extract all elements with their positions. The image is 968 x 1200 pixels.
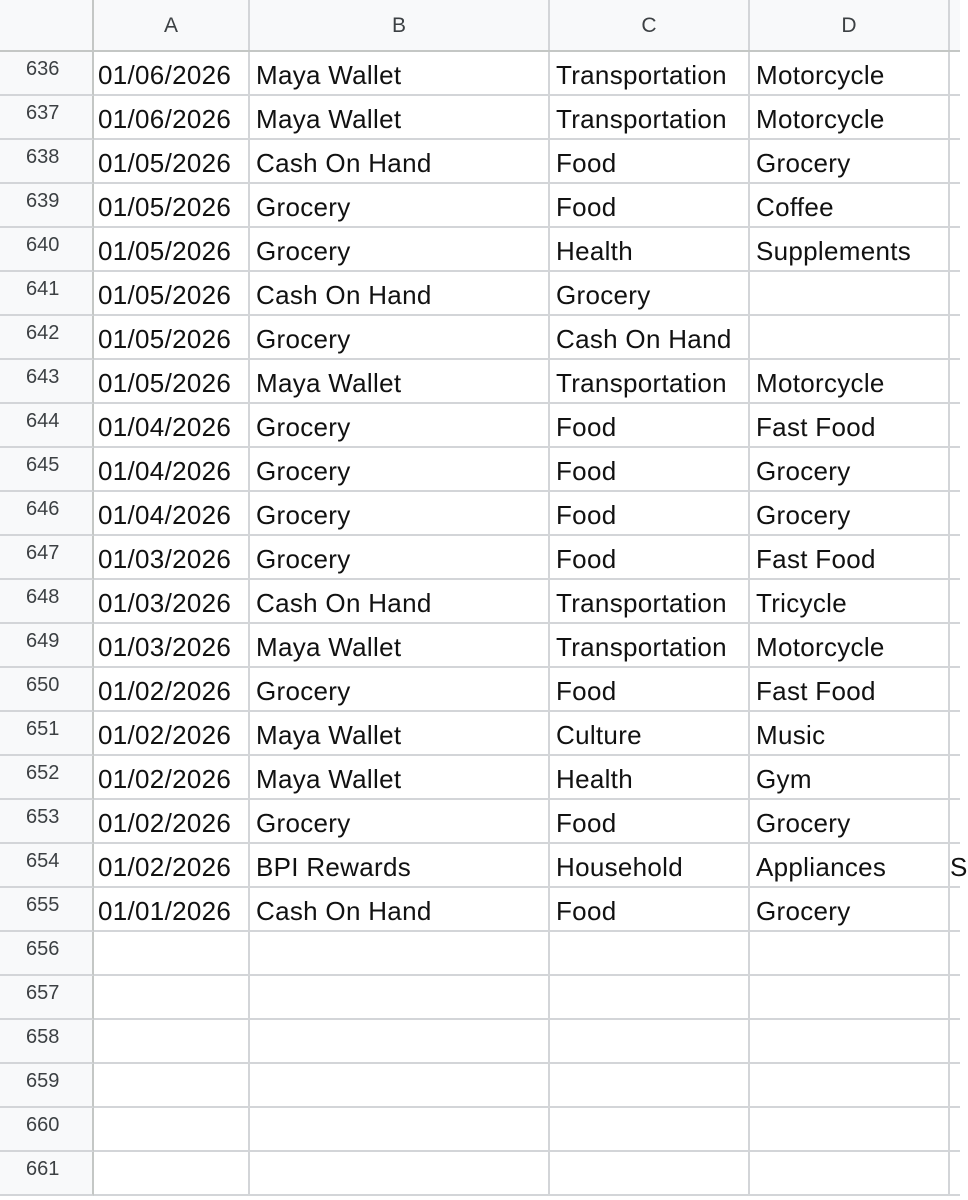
cell-b[interactable]: Cash On Hand bbox=[250, 140, 550, 184]
cell-b[interactable] bbox=[250, 976, 550, 1020]
cell-c[interactable]: Food bbox=[550, 404, 750, 448]
cell-b[interactable]: Grocery bbox=[250, 184, 550, 228]
cell-b[interactable] bbox=[250, 1020, 550, 1064]
cell-c[interactable]: Transportation bbox=[550, 52, 750, 96]
row-header[interactable]: 650 bbox=[0, 668, 94, 712]
cell-c[interactable]: Health bbox=[550, 756, 750, 800]
cell-a[interactable] bbox=[94, 1064, 250, 1108]
cell-c[interactable]: Transportation bbox=[550, 96, 750, 140]
cell-e[interactable] bbox=[950, 228, 960, 272]
cell-d[interactable]: Grocery bbox=[750, 800, 950, 844]
cell-a[interactable]: 01/04/2026 bbox=[94, 492, 250, 536]
cell-b[interactable]: Grocery bbox=[250, 448, 550, 492]
column-header-row bbox=[0, 0, 960, 52]
row-header[interactable]: 659 bbox=[0, 1064, 94, 1108]
cell-d[interactable] bbox=[750, 932, 950, 976]
cell-c[interactable]: Transportation bbox=[550, 360, 750, 404]
cell-e[interactable] bbox=[950, 536, 960, 580]
cell-e[interactable] bbox=[950, 272, 960, 316]
cell-b[interactable]: Grocery bbox=[250, 536, 550, 580]
cell-a[interactable]: 01/05/2026 bbox=[94, 140, 250, 184]
cell-c[interactable]: Household bbox=[550, 844, 750, 888]
cell-d[interactable]: Fast Food bbox=[750, 404, 950, 448]
row-header[interactable]: 648 bbox=[0, 580, 94, 624]
row-header[interactable]: 643 bbox=[0, 360, 94, 404]
cell-b[interactable]: Grocery bbox=[250, 316, 550, 360]
column-header-c[interactable]: C bbox=[550, 0, 750, 50]
cell-e[interactable] bbox=[950, 580, 960, 624]
cell-d[interactable] bbox=[750, 1152, 950, 1196]
cell-c[interactable]: Cash On Hand bbox=[550, 316, 750, 360]
cell-d[interactable]: Grocery bbox=[750, 492, 950, 536]
column-header-b[interactable]: B bbox=[250, 0, 550, 50]
cell-b[interactable]: Maya Wallet bbox=[250, 712, 550, 756]
column-header-d[interactable]: D bbox=[750, 0, 950, 50]
cell-d[interactable]: Gym bbox=[750, 756, 950, 800]
cell-e[interactable] bbox=[950, 492, 960, 536]
row-header[interactable]: 645 bbox=[0, 448, 94, 492]
cell-b[interactable]: Maya Wallet bbox=[250, 624, 550, 668]
cell-e[interactable] bbox=[950, 668, 960, 712]
row-header[interactable]: 658 bbox=[0, 1020, 94, 1064]
cell-a[interactable]: 01/02/2026 bbox=[94, 668, 250, 712]
row-header[interactable]: 644 bbox=[0, 404, 94, 448]
cell-b[interactable] bbox=[250, 1152, 550, 1196]
cell-d[interactable]: Coffee bbox=[750, 184, 950, 228]
cell-d[interactable] bbox=[750, 272, 950, 316]
cell-e[interactable] bbox=[950, 52, 960, 96]
cell-c[interactable]: Food bbox=[550, 140, 750, 184]
row-header[interactable]: 660 bbox=[0, 1108, 94, 1152]
cell-e[interactable] bbox=[950, 404, 960, 448]
cell-a[interactable]: 01/02/2026 bbox=[94, 844, 250, 888]
row-header[interactable]: 646 bbox=[0, 492, 94, 536]
cell-b[interactable]: Grocery bbox=[250, 228, 550, 272]
cell-a[interactable]: 01/05/2026 bbox=[94, 316, 250, 360]
cell-c[interactable]: Food bbox=[550, 668, 750, 712]
cell-c[interactable] bbox=[550, 976, 750, 1020]
cell-b[interactable]: Grocery bbox=[250, 800, 550, 844]
cell-b[interactable]: Maya Wallet bbox=[250, 756, 550, 800]
cell-c[interactable]: Transportation bbox=[550, 580, 750, 624]
row-header[interactable]: 647 bbox=[0, 536, 94, 580]
cell-e[interactable] bbox=[950, 448, 960, 492]
cell-c[interactable]: Food bbox=[550, 536, 750, 580]
cell-d[interactable]: Appliances bbox=[750, 844, 950, 888]
row-header[interactable]: 651 bbox=[0, 712, 94, 756]
cell-e[interactable] bbox=[950, 932, 960, 976]
cell-c[interactable]: Food bbox=[550, 448, 750, 492]
cell-d[interactable] bbox=[750, 976, 950, 1020]
cell-a[interactable]: 01/04/2026 bbox=[94, 448, 250, 492]
cell-d[interactable] bbox=[750, 1064, 950, 1108]
cell-a[interactable]: 01/06/2026 bbox=[94, 52, 250, 96]
row-header[interactable]: 637 bbox=[0, 96, 94, 140]
row-header[interactable]: 642 bbox=[0, 316, 94, 360]
cell-a[interactable]: 01/05/2026 bbox=[94, 184, 250, 228]
cell-c[interactable]: Food bbox=[550, 888, 750, 932]
cell-d[interactable]: Music bbox=[750, 712, 950, 756]
cell-c[interactable]: Food bbox=[550, 800, 750, 844]
row-header[interactable]: 654 bbox=[0, 844, 94, 888]
cell-e[interactable] bbox=[950, 316, 960, 360]
column-header-a[interactable]: A bbox=[94, 0, 250, 50]
cell-a[interactable]: 01/02/2026 bbox=[94, 712, 250, 756]
cell-d[interactable]: Supplements bbox=[750, 228, 950, 272]
cell-c[interactable]: Grocery bbox=[550, 272, 750, 316]
cell-a[interactable]: 01/05/2026 bbox=[94, 272, 250, 316]
cell-c[interactable]: Culture bbox=[550, 712, 750, 756]
cell-d[interactable]: Motorcycle bbox=[750, 360, 950, 404]
cell-b[interactable] bbox=[250, 932, 550, 976]
row-header[interactable]: 661 bbox=[0, 1152, 94, 1196]
cell-b[interactable]: Cash On Hand bbox=[250, 888, 550, 932]
cell-d[interactable]: Grocery bbox=[750, 448, 950, 492]
row-header[interactable]: 656 bbox=[0, 932, 94, 976]
row-header[interactable]: 655 bbox=[0, 888, 94, 932]
cell-a[interactable]: 01/06/2026 bbox=[94, 96, 250, 140]
cell-a[interactable]: 01/03/2026 bbox=[94, 580, 250, 624]
cell-b[interactable]: BPI Rewards bbox=[250, 844, 550, 888]
cell-e[interactable] bbox=[950, 1108, 960, 1152]
cell-b[interactable] bbox=[250, 1108, 550, 1152]
cell-d[interactable]: Motorcycle bbox=[750, 624, 950, 668]
cell-a[interactable]: 01/05/2026 bbox=[94, 228, 250, 272]
cell-d[interactable]: Tricycle bbox=[750, 580, 950, 624]
cell-e[interactable] bbox=[950, 1152, 960, 1196]
cell-a[interactable]: 01/01/2026 bbox=[94, 888, 250, 932]
cell-d[interactable]: Fast Food bbox=[750, 668, 950, 712]
cell-c[interactable]: Transportation bbox=[550, 624, 750, 668]
row-header[interactable]: 639 bbox=[0, 184, 94, 228]
cell-b[interactable]: Cash On Hand bbox=[250, 272, 550, 316]
cell-b[interactable]: Grocery bbox=[250, 492, 550, 536]
cell-c[interactable] bbox=[550, 1152, 750, 1196]
cell-a[interactable] bbox=[94, 1152, 250, 1196]
row-header[interactable]: 641 bbox=[0, 272, 94, 316]
cell-a[interactable] bbox=[94, 1108, 250, 1152]
cell-c[interactable]: Food bbox=[550, 184, 750, 228]
cell-e[interactable] bbox=[950, 624, 960, 668]
row-header[interactable]: 636 bbox=[0, 52, 94, 96]
row-header[interactable]: 652 bbox=[0, 756, 94, 800]
cell-d[interactable] bbox=[750, 1020, 950, 1064]
cell-b[interactable]: Grocery bbox=[250, 404, 550, 448]
cell-e[interactable] bbox=[950, 756, 960, 800]
column-header-e[interactable] bbox=[950, 0, 960, 50]
row-header[interactable]: 638 bbox=[0, 140, 94, 184]
cell-b[interactable]: Cash On Hand bbox=[250, 580, 550, 624]
cell-a[interactable]: 01/05/2026 bbox=[94, 360, 250, 404]
cell-c[interactable]: Health bbox=[550, 228, 750, 272]
cell-e[interactable] bbox=[950, 712, 960, 756]
cell-d[interactable]: Motorcycle bbox=[750, 52, 950, 96]
cell-d[interactable]: Fast Food bbox=[750, 536, 950, 580]
cell-d[interactable]: Motorcycle bbox=[750, 96, 950, 140]
cell-c[interactable]: Food bbox=[550, 492, 750, 536]
cell-a[interactable] bbox=[94, 976, 250, 1020]
cell-b[interactable]: Maya Wallet bbox=[250, 360, 550, 404]
cell-c[interactable] bbox=[550, 932, 750, 976]
cell-a[interactable]: 01/02/2026 bbox=[94, 756, 250, 800]
cell-a[interactable] bbox=[94, 932, 250, 976]
row-header[interactable]: 649 bbox=[0, 624, 94, 668]
cell-a[interactable] bbox=[94, 1020, 250, 1064]
cell-b[interactable] bbox=[250, 1064, 550, 1108]
cell-e[interactable]: S bbox=[950, 844, 960, 888]
cell-a[interactable]: 01/03/2026 bbox=[94, 536, 250, 580]
cell-d[interactable] bbox=[750, 316, 950, 360]
cell-d[interactable] bbox=[750, 1108, 950, 1152]
cell-e[interactable] bbox=[950, 1064, 960, 1108]
cell-a[interactable]: 01/03/2026 bbox=[94, 624, 250, 668]
select-all-corner[interactable] bbox=[0, 0, 94, 50]
cell-e[interactable] bbox=[950, 1020, 960, 1064]
cell-c[interactable] bbox=[550, 1020, 750, 1064]
row-header[interactable]: 653 bbox=[0, 800, 94, 844]
cell-e[interactable] bbox=[950, 96, 960, 140]
cell-e[interactable] bbox=[950, 888, 960, 932]
cell-e[interactable] bbox=[950, 800, 960, 844]
cell-e[interactable] bbox=[950, 184, 960, 228]
cell-c[interactable] bbox=[550, 1064, 750, 1108]
cell-e[interactable] bbox=[950, 140, 960, 184]
cell-a[interactable]: 01/04/2026 bbox=[94, 404, 250, 448]
cell-e[interactable] bbox=[950, 360, 960, 404]
cell-d[interactable]: Grocery bbox=[750, 140, 950, 184]
cell-b[interactable]: Maya Wallet bbox=[250, 96, 550, 140]
cell-a[interactable]: 01/02/2026 bbox=[94, 800, 250, 844]
cell-c[interactable] bbox=[550, 1108, 750, 1152]
row-header[interactable]: 657 bbox=[0, 976, 94, 1020]
cell-b[interactable]: Maya Wallet bbox=[250, 52, 550, 96]
cell-d[interactable]: Grocery bbox=[750, 888, 950, 932]
row-header[interactable]: 640 bbox=[0, 228, 94, 272]
cell-e[interactable] bbox=[950, 976, 960, 1020]
cell-b[interactable]: Grocery bbox=[250, 668, 550, 712]
